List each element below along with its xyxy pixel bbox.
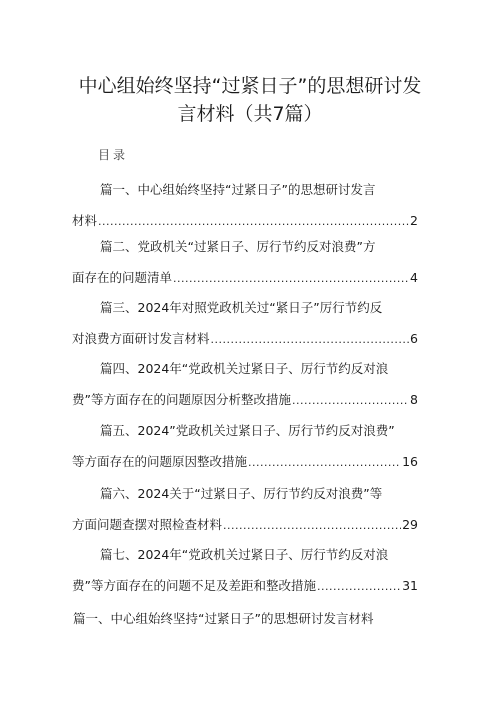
dot-leader <box>173 272 409 285</box>
toc-entry-title-cont: 对浪费方面研讨发言材料 <box>72 331 210 346</box>
toc-entry-continuation <box>72 576 418 594</box>
toc-entry-title-cont: 方面问题查摆对照检查材料 <box>72 517 223 532</box>
document-title-line1: 中心组始终坚持“过紧日子”的思想研讨发 <box>78 75 422 97</box>
toc-entry-title: 篇三、2024年对照党政机关过“紧日子”厉行节约反 <box>100 300 383 315</box>
toc-entry-title-cont: 费”等方面存在的问题不足及差距和整改措施 <box>72 578 316 593</box>
section-heading: 篇一、中心组始终坚持“过紧日子”的思想研讨发言材料 <box>73 611 374 626</box>
toc-page-number: 8 <box>410 392 418 407</box>
toc-entry-title: 篇一、中心组始终坚持“过紧日子”的思想研讨发言 <box>100 182 376 197</box>
toc-entry-continuation <box>72 329 418 347</box>
toc-entry-title-cont: 等方面存在的问题原因整改措施 <box>72 454 248 469</box>
toc-entry-continuation <box>72 515 418 533</box>
dot-leader <box>211 333 410 346</box>
document-title-line2: 言材料（共7篇） <box>177 103 323 125</box>
toc-heading: 目录 <box>98 148 129 162</box>
toc-entry-title-cont: 费”等方面存在的问题原因分析整改措施 <box>72 392 291 407</box>
toc-page-number: 31 <box>402 578 418 593</box>
toc-entry-title: 篇七、2024年“党政机关过紧日子、厉行节约反对浪 <box>100 547 389 562</box>
dot-leader <box>248 456 401 469</box>
toc-entry-title: 篇六、2024关于“过紧日子、厉行节约反对浪费”等 <box>100 486 383 501</box>
toc-page-number: 6 <box>410 331 418 346</box>
toc-entry-title: 篇四、2024年“党政机关过紧日子、厉行节约反对浪 <box>100 361 389 376</box>
toc-entry-title-cont: 面存在的问题清单 <box>72 270 173 285</box>
toc-page-number: 16 <box>402 454 418 469</box>
toc-page-number: 29 <box>402 517 418 532</box>
toc-entry-continuation <box>72 211 418 229</box>
dot-leader <box>292 394 409 407</box>
dot-leader <box>98 215 409 228</box>
toc-entry-continuation <box>72 390 418 408</box>
toc-page-number: 4 <box>410 270 418 285</box>
toc-entry-title: 篇二、党政机关“过紧日子、厉行节约反对浪费”方 <box>100 239 376 254</box>
toc-page-number: 2 <box>410 213 418 228</box>
dot-leader <box>223 519 401 532</box>
toc-entry-continuation <box>72 268 418 286</box>
toc-entry-title-cont: 材料 <box>72 213 98 228</box>
toc-entry-title: 篇五、2024”党政机关过紧日子、厉行节约反对浪费” <box>100 423 395 438</box>
toc-entry-continuation <box>72 452 418 470</box>
dot-leader <box>317 580 401 593</box>
